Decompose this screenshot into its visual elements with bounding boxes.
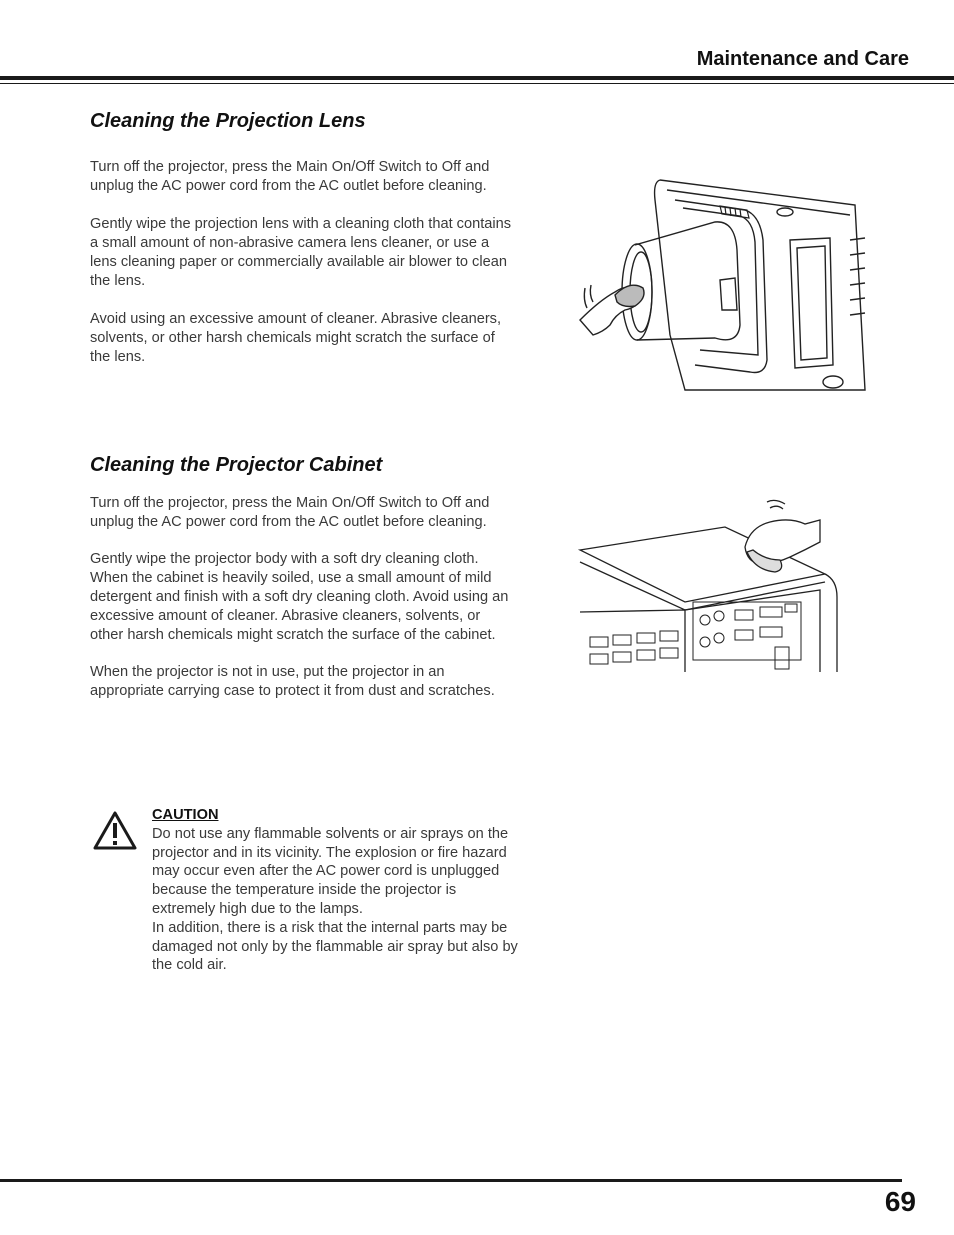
- lens-cleaning-illustration: [575, 160, 870, 395]
- paragraph: Gently wipe the projector body with a soft dry cleaning cloth. When the cabinet is heavily soiled, use a small amount of mild detergent and finish with a soft dry cleaning cloth. Avoid using an excessive amount of cleaner. Abrasive cleaners, solvents, or other harsh chemicals might scratch the surface of the cabinet.: [90, 551, 509, 643]
- warning-triangle-icon: [92, 810, 138, 852]
- section-lens-paragraphs: [90, 158, 515, 367]
- paragraph: Avoid using an excessive amount of cleaner. Abrasive cleaners, solvents, or other harsh chemicals might scratch the surface of the lens.: [90, 311, 502, 365]
- caution-text: Do not use any flammable solvents or air sprays on the projector and in its vicinity. The explosion or fire hazard may occur even after the AC power cord is unplugged because the temperature inside the projector is extremely high due to the lamps.: [152, 825, 509, 917]
- header-rule-thin: [0, 83, 954, 84]
- section-title-cabinet: Cleaning the Projector Cabinet: [90, 454, 383, 476]
- chapter-title: Maintenance and Care: [696, 48, 909, 70]
- paragraph: Gently wipe the projection lens with a cleaning cloth that contains a small amount of non-abrasive camera lens cleaner, or use a lens cleaning paper or commercially available air blower to clean the lens.: [90, 216, 512, 289]
- header-rule: [0, 76, 954, 80]
- paragraph: Turn off the projector, press the Main On/Off Switch to Off and unplug the AC power cord from the AC outlet before cleaning.: [90, 159, 490, 194]
- page-number: 69: [884, 1186, 916, 1217]
- footer-rule: [0, 1179, 902, 1182]
- caution-notice: [152, 806, 522, 975]
- caution-heading: CAUTION: [152, 807, 219, 823]
- caution-text: In addition, there is a risk that the internal parts may be damaged not only by the flammable air spray but also by the cold air.: [152, 919, 518, 974]
- paragraph: When the projector is not in use, put the projector in an appropriate carrying case to protect it from dust and scratches.: [90, 664, 495, 699]
- section-title-lens: Cleaning the Projection Lens: [90, 110, 366, 132]
- cabinet-cleaning-illustration: [575, 492, 845, 674]
- paragraph: Turn off the projector, press the Main On/Off Switch to Off and unplug the AC power cord from the AC outlet before cleaning.: [90, 495, 490, 530]
- section-cabinet-paragraphs: [90, 494, 515, 701]
